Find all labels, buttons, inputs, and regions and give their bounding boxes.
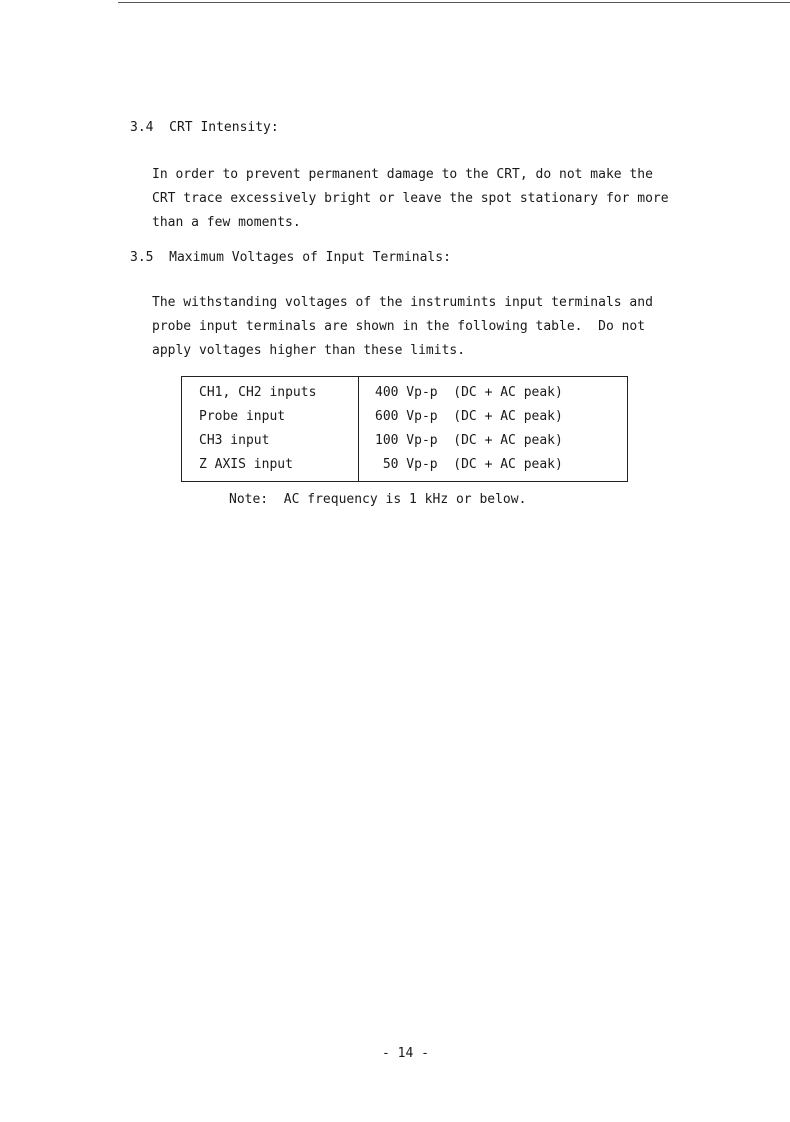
body-line: than a few moments. <box>152 215 301 230</box>
section-number: 3.4 <box>130 120 154 135</box>
table-row <box>182 453 628 482</box>
terminal-cell: CH1, CH2 inputs <box>182 377 359 406</box>
section-title: Maximum Voltages of Input Terminals: <box>169 250 451 265</box>
section-heading-3-4 <box>130 120 279 135</box>
terminal-cell: Z AXIS input <box>182 453 359 482</box>
section-number: 3.5 <box>130 250 154 265</box>
section-body-3-4 <box>152 163 712 235</box>
page-number: - 14 - <box>382 1046 429 1061</box>
body-line: probe input terminals are shown in the following table. Do not <box>152 319 646 334</box>
section-body-3-5 <box>152 291 712 363</box>
terminal-cell: Probe input <box>182 405 359 429</box>
table-row <box>182 377 628 406</box>
body-line: CRT trace excessively bright or leave the spot stationary for more <box>152 191 669 206</box>
voltage-limits-table <box>181 376 628 482</box>
body-line: apply voltages higher than these limits. <box>152 343 466 358</box>
limit-cell: 50 Vp-p (DC + AC peak) <box>375 457 563 472</box>
table-row <box>182 429 628 453</box>
body-line: In order to prevent permanent damage to the CRT, do not make the <box>152 167 653 182</box>
table-note: Note: AC frequency is 1 kHz or below. <box>229 492 527 507</box>
table-row <box>182 405 628 429</box>
terminal-cell: CH3 input <box>182 429 359 453</box>
top-rule <box>118 2 790 3</box>
section-title: CRT Intensity: <box>169 120 279 135</box>
section-heading-3-5 <box>130 250 451 265</box>
limit-cell: 600 Vp-p (DC + AC peak) <box>375 409 563 424</box>
limit-cell: 100 Vp-p (DC + AC peak) <box>375 433 563 448</box>
body-line: The withstanding voltages of the instrumints input terminals and <box>152 295 653 310</box>
limit-cell: 400 Vp-p (DC + AC peak) <box>375 385 563 400</box>
